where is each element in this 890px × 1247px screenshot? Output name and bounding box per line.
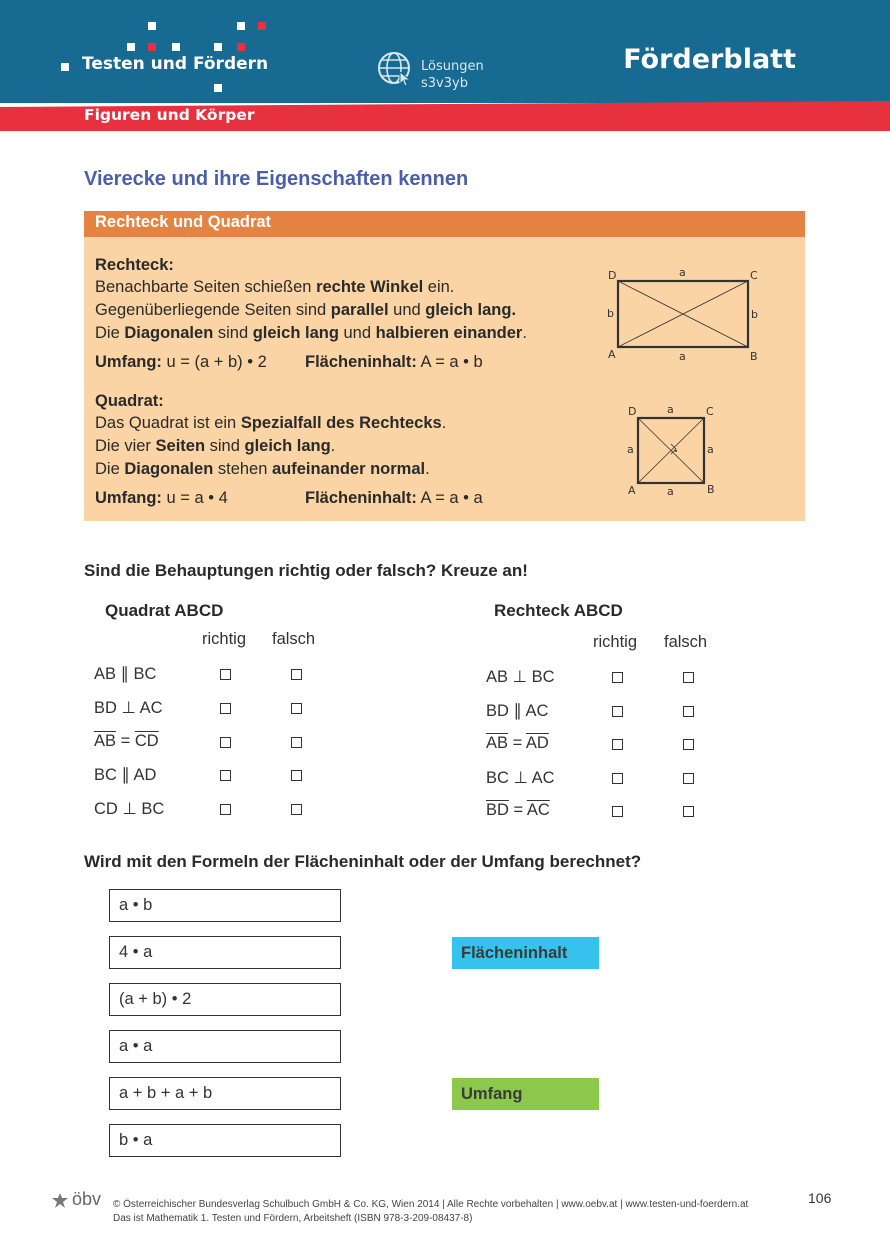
square-vertex-a: A — [628, 484, 636, 497]
segment-2: AC — [139, 698, 163, 717]
segment-1: $\overline{BD}$ — [486, 801, 509, 820]
quadrat-umfang: Umfang: u = a • 4 — [95, 489, 228, 507]
statement-label — [486, 701, 548, 721]
square-figure — [620, 400, 725, 502]
checkbox-richtig[interactable] — [612, 773, 623, 784]
segment-2: BC — [141, 800, 165, 819]
segment-1: CD — [94, 800, 118, 819]
formula-box: 4 • a — [109, 936, 341, 969]
footer-copyright: © Österreichischer Bundesverlag Schulbuch GmbH & Co. KG, Wien 2014 | Alle Rechte vorbehalten | www.oebv.at | www.testen-und-foerdern.at — [113, 1199, 749, 1210]
rechteck-line-2: Gegenüberliegende Seiten sind parallel und gleich lang. — [95, 301, 517, 319]
statement-label — [94, 799, 164, 819]
relation-operator: ∥ — [116, 766, 134, 785]
checkbox-richtig[interactable] — [612, 706, 623, 717]
publisher-logo-icon — [50, 1192, 70, 1210]
page-heading: Vierecke und ihre Eigenschaften kennen — [84, 168, 469, 190]
square-side-top: a — [667, 403, 674, 416]
segment-2: BC — [531, 668, 555, 686]
segment-1: BD — [94, 698, 117, 717]
solutions-label: Lösungen — [421, 59, 484, 74]
answer-perimeter-tag[interactable]: Umfang — [452, 1078, 599, 1110]
segment-1: AB — [486, 668, 509, 686]
segment-2: AD — [133, 766, 157, 785]
formula-box: a • a — [109, 1030, 341, 1063]
formula-box: a • b — [109, 889, 341, 922]
sheet-title: Förderblatt — [623, 44, 796, 75]
checkbox-falsch[interactable] — [291, 703, 302, 714]
rechteck-col-true: richtig — [593, 633, 638, 651]
checkbox-richtig[interactable] — [220, 737, 231, 748]
segment-1: $\overline{AB}$ — [94, 731, 117, 750]
checkbox-falsch[interactable] — [683, 706, 694, 717]
quadrat-flaeche: Flächeninhalt: A = a • a — [305, 489, 483, 507]
segment-2: $\overline{AC}$ — [526, 801, 550, 820]
rechteck-heading: Rechteck: — [95, 256, 174, 274]
checkbox-falsch[interactable] — [291, 804, 302, 815]
globe-link-icon[interactable] — [376, 50, 414, 88]
rectangle-figure — [600, 262, 770, 367]
topic-label: Figuren und Körper — [84, 106, 255, 124]
formula-box: b • a — [109, 1124, 341, 1157]
logo-squares — [0, 0, 280, 100]
checkbox-richtig[interactable] — [220, 770, 231, 781]
relation-operator: = — [508, 734, 526, 753]
quadrat-line-3: Die Diagonalen stehen aufeinander normal. — [95, 460, 430, 478]
segment-2: $\overline{CD}$ — [134, 731, 159, 750]
page-number: 106 — [808, 1190, 832, 1206]
relation-operator: = — [116, 731, 135, 750]
rechteck-col-false: falsch — [664, 633, 708, 651]
quadrat-heading: Quadrat: — [95, 392, 164, 410]
segment-1: AB — [94, 665, 117, 683]
answer-area-tag[interactable]: Flächeninhalt — [452, 937, 599, 969]
square-side-bottom: a — [667, 485, 674, 498]
quadrat-table-title: Quadrat ABCD — [105, 601, 224, 620]
square-side-right: a — [707, 443, 714, 456]
checkbox-falsch[interactable] — [683, 672, 694, 683]
rect-vertex-a: A — [608, 348, 616, 361]
checkbox-falsch[interactable] — [683, 739, 694, 750]
rechteck-line-1: Benachbarte Seiten schießen rechte Winkel ein. — [95, 278, 455, 296]
formula-box: a + b + a + b — [109, 1077, 341, 1110]
publisher-mark: öbv — [72, 1189, 102, 1209]
checkbox-richtig[interactable] — [220, 703, 231, 714]
brand-name: Testen und Fördern — [82, 54, 269, 74]
checkbox-richtig[interactable] — [612, 672, 623, 683]
statement-label — [94, 732, 159, 751]
segment-1: BC — [94, 766, 117, 785]
solutions-link[interactable] — [421, 58, 484, 92]
exercise2-instruction: Wird mit den Formeln der Flächeninhalt oder der Umfang berechnet? — [84, 852, 642, 871]
rect-side-right: b — [751, 308, 758, 321]
segment-1: BD — [486, 701, 509, 720]
quadrat-col-false: falsch — [272, 630, 316, 648]
segment-1: BC — [486, 768, 509, 787]
relation-operator: ⊥ — [508, 768, 532, 787]
square-vertex-b: B — [707, 483, 715, 496]
segment-2: AC — [525, 701, 549, 720]
quadrat-col-true: richtig — [202, 630, 247, 648]
checkbox-falsch[interactable] — [683, 773, 694, 784]
rect-side-top: a — [679, 266, 686, 279]
statement-label — [94, 664, 156, 684]
footer-isbn: Das ist Mathematik 1. Testen und Fördern, Arbeitsheft (ISBN 978-3-209-08437-8) — [113, 1213, 473, 1224]
rechteck-line-3: Die Diagonalen sind gleich lang und halbieren einander. — [95, 324, 527, 342]
info-box-title: Rechteck und Quadrat — [95, 213, 272, 231]
rect-vertex-c: C — [750, 269, 758, 282]
rect-side-left: b — [607, 307, 614, 320]
checkbox-falsch[interactable] — [683, 806, 694, 817]
square-vertex-c: C — [706, 405, 714, 418]
statement-label — [94, 698, 162, 718]
checkbox-falsch[interactable] — [291, 770, 302, 781]
footer-text — [113, 1198, 748, 1226]
segment-2: BC — [133, 665, 157, 683]
statement-label — [486, 667, 554, 687]
statement-label — [486, 734, 549, 753]
exercise1-instruction: Sind die Behauptungen richtig oder falsch? Kreuze an! — [84, 561, 528, 580]
relation-operator: ⊥ — [117, 800, 142, 819]
formula-box: (a + b) • 2 — [109, 983, 341, 1016]
checkbox-richtig[interactable] — [220, 669, 231, 680]
checkbox-richtig[interactable] — [612, 806, 623, 817]
square-vertex-d: D — [628, 405, 637, 418]
checkbox-richtig[interactable] — [220, 804, 231, 815]
relation-operator: ⊥ — [116, 698, 140, 717]
square-side-left: a — [627, 443, 634, 456]
segment-1: $\overline{AB}$ — [486, 734, 509, 753]
relation-operator: ∥ — [508, 701, 526, 720]
rect-vertex-b: B — [750, 350, 758, 363]
statement-label — [94, 765, 156, 785]
statement-label — [486, 768, 554, 788]
rechteck-umfang: Umfang: u = (a + b) • 2 — [95, 353, 267, 371]
rect-vertex-d: D — [608, 269, 617, 282]
rechteck-flaeche: Flächeninhalt: A = a • b — [305, 353, 483, 371]
checkbox-falsch[interactable] — [291, 669, 302, 680]
solutions-code: s3v3yb — [421, 76, 468, 91]
quadrat-line-1: Das Quadrat ist ein Spezialfall des Rechtecks. — [95, 414, 447, 432]
relation-operator: ⊥ — [508, 668, 532, 686]
rechteck-table-title: Rechteck ABCD — [494, 601, 623, 620]
quadrat-line-2: Die vier Seiten sind gleich lang. — [95, 437, 336, 455]
relation-operator: ∥ — [116, 665, 134, 683]
checkbox-richtig[interactable] — [612, 739, 623, 750]
segment-2: $\overline{AD}$ — [525, 734, 549, 753]
checkbox-falsch[interactable] — [291, 737, 302, 748]
statement-label — [486, 801, 550, 820]
rect-side-bottom: a — [679, 350, 686, 363]
segment-2: AC — [531, 768, 555, 787]
relation-operator: = — [508, 801, 527, 820]
